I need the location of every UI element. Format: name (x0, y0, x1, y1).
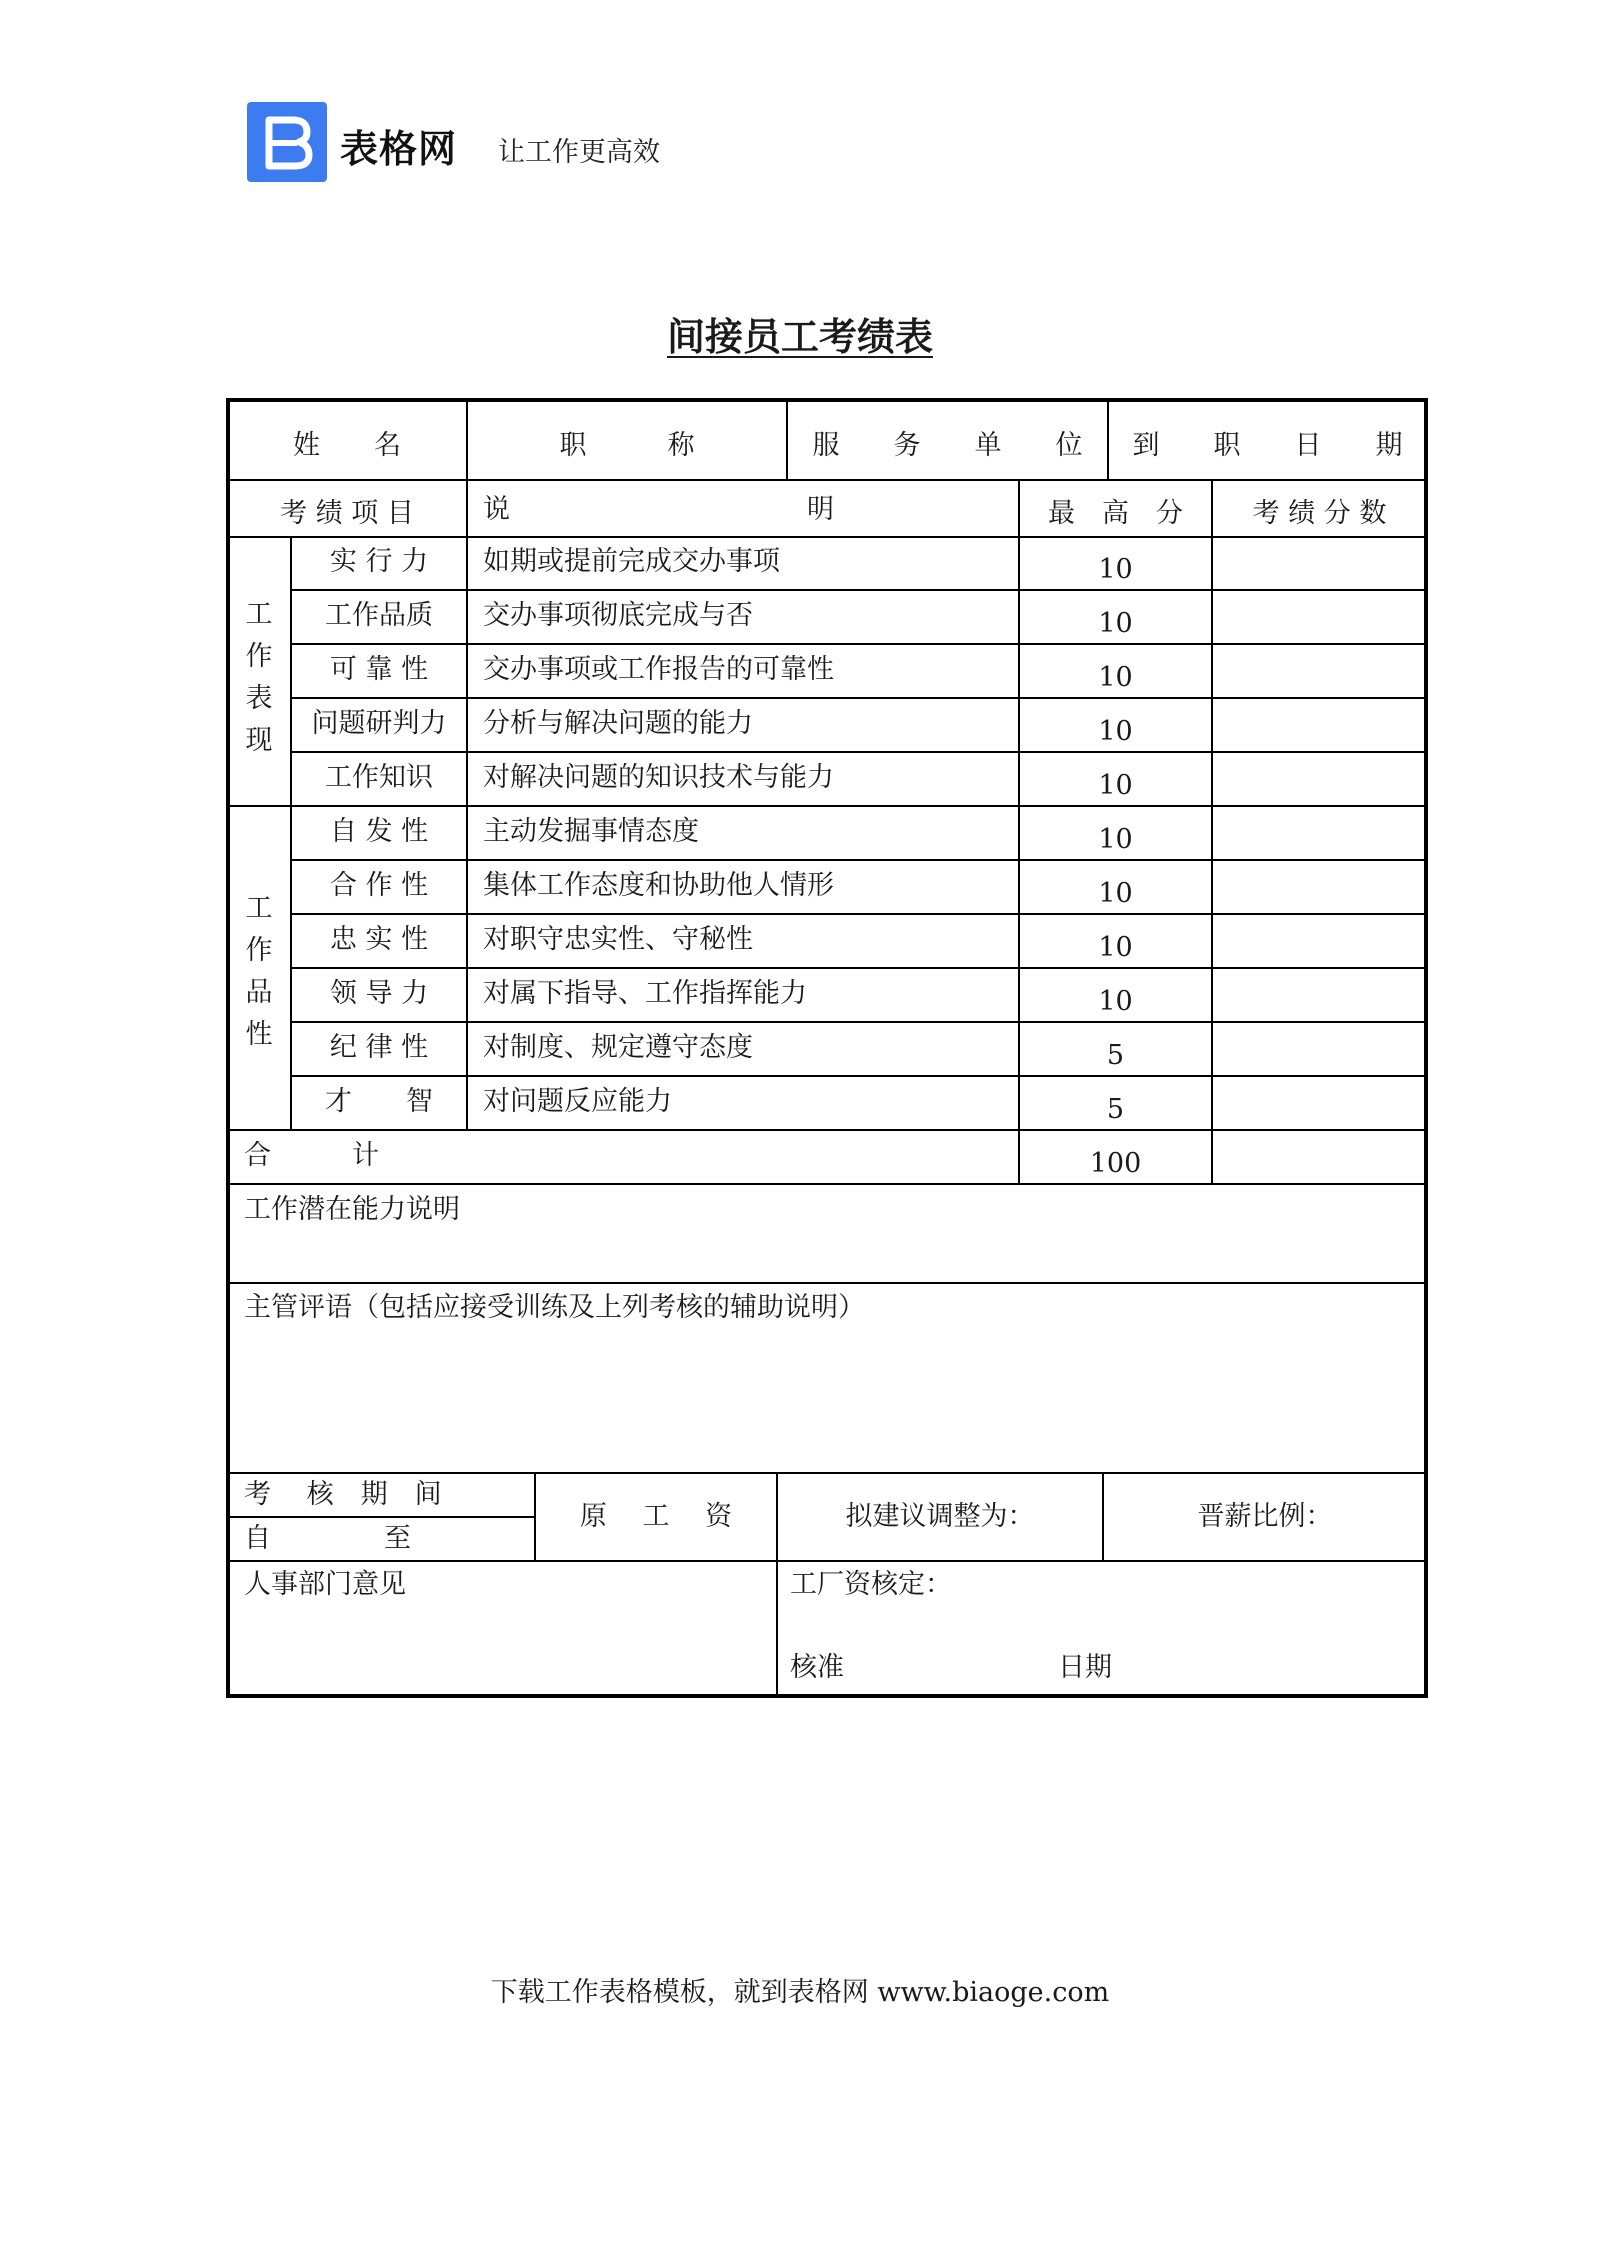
item-name: 实 行 力 (329, 546, 429, 577)
hline (228, 1516, 534, 1518)
period-to: 至 (384, 1523, 411, 1554)
item-desc: 对问题反应能力 (483, 1086, 672, 1117)
title-text: 间接员工考绩表 (666, 315, 933, 359)
vline (1211, 479, 1213, 1185)
item-desc: 对制度、规定遵守态度 (483, 1032, 753, 1063)
item-name: 工作知识 (325, 762, 433, 793)
item-max: 5 (1106, 1094, 1125, 1125)
item-max: 10 (1098, 554, 1133, 585)
group-char: 表 (245, 683, 273, 714)
raise-ratio-label: 晋薪比例： (1197, 1501, 1333, 1532)
item-name: 自 发 性 (329, 816, 429, 847)
item-name: 才 智 (325, 1086, 433, 1117)
hline (228, 1282, 1426, 1284)
group-char: 现 (245, 725, 273, 756)
hline (290, 589, 1426, 591)
total-label: 合 计 (244, 1140, 379, 1171)
page-title (0, 306, 1600, 361)
hr-opinion-label: 人事部门意见 (244, 1569, 406, 1600)
hline (228, 1472, 1426, 1474)
hline (290, 1075, 1426, 1077)
group-char: 作 (245, 935, 273, 966)
header-service-unit: 服 务 单 位 (812, 430, 1083, 461)
logo-mark (247, 102, 327, 182)
header-job-title: 职 称 (559, 430, 695, 461)
evaluation-period-label: 考 核 期 间 (244, 1479, 442, 1510)
group-char: 品 (245, 977, 273, 1008)
hline (228, 1129, 1426, 1131)
item-desc: 对职守忠实性、守秘性 (483, 924, 753, 955)
item-desc: 交办事项或工作报告的可靠性 (483, 654, 834, 685)
approve-label: 核准 (790, 1652, 844, 1683)
item-name: 忠 实 性 (329, 924, 429, 955)
hline (228, 536, 1426, 538)
period-from: 自 (244, 1523, 271, 1554)
col-item: 考 绩 项 目 (280, 498, 414, 529)
group-char: 工 (245, 599, 273, 630)
footer-text: 下载工作表格模板，就到表格网 www.biaoge.com (490, 1977, 1110, 2008)
supervisor-comment-label: 主管评语（包括应接受训练及上列考核的辅助说明） (244, 1292, 865, 1323)
potential-ability-label: 工作潜在能力说明 (244, 1194, 460, 1225)
brand-name: 表格网 (340, 127, 458, 171)
hline (228, 1560, 1426, 1562)
hline (290, 751, 1426, 753)
vline (466, 479, 468, 1131)
item-name: 问题研判力 (311, 708, 447, 739)
hline (228, 805, 1426, 807)
col-max-score: 最 高 分 (1048, 498, 1183, 529)
item-max: 5 (1106, 1040, 1125, 1071)
item-max: 10 (1098, 608, 1133, 639)
suggested-adjustment-label: 拟建议调整为： (845, 1501, 1035, 1532)
item-desc: 分析与解决问题的能力 (483, 708, 753, 739)
hline (290, 643, 1426, 645)
group-work-performance (228, 594, 290, 762)
group-char: 作 (245, 641, 273, 672)
col-score: 考 绩 分 数 (1252, 498, 1387, 529)
date-label: 日期 (1058, 1652, 1112, 1683)
item-max: 10 (1098, 716, 1133, 747)
item-max: 10 (1098, 824, 1133, 855)
item-desc: 如期或提前完成交办事项 (483, 546, 780, 577)
hline (290, 859, 1426, 861)
hline (290, 697, 1426, 699)
item-desc: 对解决问题的知识技术与能力 (483, 762, 834, 793)
item-desc: 集体工作态度和协助他人情形 (483, 870, 834, 901)
item-desc: 对属下指导、工作指挥能力 (483, 978, 807, 1009)
item-name: 工作品质 (325, 600, 433, 631)
total-max: 100 (1089, 1148, 1142, 1179)
item-name: 可 靠 性 (329, 654, 429, 685)
item-max: 10 (1098, 986, 1133, 1017)
header-start-date: 到 职 日 期 (1132, 430, 1403, 461)
hline (290, 967, 1426, 969)
hline (228, 479, 1426, 481)
group-work-character (228, 888, 290, 1056)
salary-check-label: 工厂资核定： (790, 1569, 952, 1600)
item-name: 合 作 性 (329, 870, 429, 901)
col-desc: 说 明 (483, 494, 834, 525)
item-max: 10 (1098, 878, 1133, 909)
brand-slogan: 让工作更高效 (498, 137, 660, 168)
original-salary-label: 原 工 资 (579, 1501, 733, 1532)
item-desc: 主动发掘事情态度 (483, 816, 699, 847)
biaoge-logo-icon (247, 102, 327, 182)
hline (228, 1183, 1426, 1185)
item-max: 10 (1098, 662, 1133, 693)
hline (290, 913, 1426, 915)
item-max: 10 (1098, 770, 1133, 801)
item-max: 10 (1098, 932, 1133, 963)
header-name: 姓 名 (293, 430, 401, 461)
group-char: 工 (245, 893, 273, 924)
item-name: 领 导 力 (329, 978, 429, 1009)
item-desc: 交办事项彻底完成与否 (483, 600, 753, 631)
item-name: 纪 律 性 (329, 1032, 429, 1063)
hline (290, 1021, 1426, 1023)
group-char: 性 (245, 1019, 273, 1050)
